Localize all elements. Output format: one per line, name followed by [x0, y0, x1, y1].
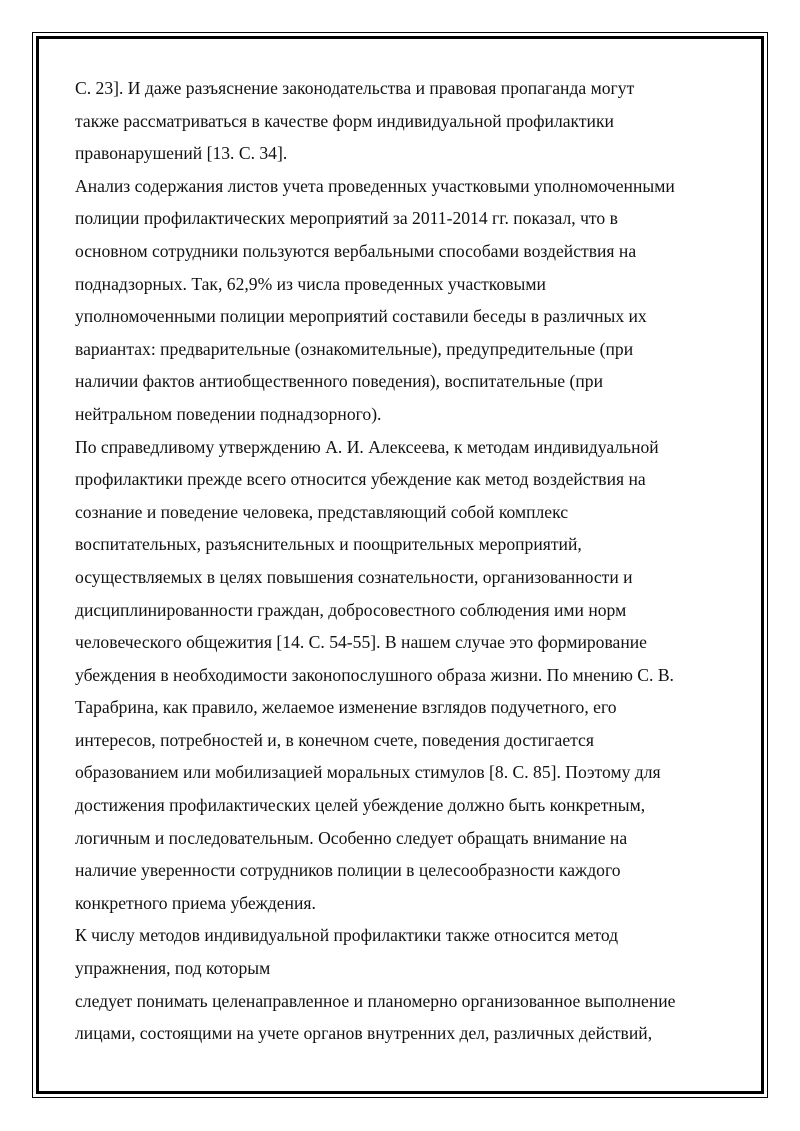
- text-line: воспитательных, разъяснительных и поощрительных мероприятий,: [75, 534, 582, 555]
- text-line: следует понимать целенаправленное и планомерно организованное выполнение: [75, 990, 676, 1011]
- text-line: уполномоченными полиции мероприятий составили беседы в различных их: [75, 306, 647, 327]
- text-line: конкретного приема убеждения.: [75, 892, 316, 913]
- text-line: Тарабрина, как правило, желаемое изменение взглядов подучетного, его: [75, 697, 617, 718]
- text-line: осуществляемых в целях повышения сознательности, организованности и: [75, 566, 633, 587]
- text-line: наличии фактов антиобщественного поведения), воспитательные (при: [75, 371, 604, 392]
- text-line: поднадзорных. Так, 62,9% из числа проведенных участковыми: [75, 273, 546, 294]
- text-line: нейтральном поведении поднадзорного).: [75, 403, 382, 424]
- text-line: достижения профилактических целей убеждение должно быть конкретным,: [75, 795, 646, 816]
- text-line: сознание и поведение человека, представляющий собой комплекс: [75, 501, 569, 522]
- text-line: полиции профилактических мероприятий за 2011-2014 гг. показал, что в: [75, 208, 618, 229]
- text-line: С. 23]. И даже разъяснение законодательства и правовая пропаганда могут: [75, 78, 635, 98]
- document-body: [75, 72, 735, 1050]
- text-line: К числу методов индивидуальной профилактики также относится метод: [75, 925, 619, 946]
- text-line: лицами, состоящими на учете органов внутренних дел, различных действий,: [75, 1023, 653, 1044]
- text-line: образованием или мобилизацией моральных стимулов [8. С. 85]. Поэтому для: [75, 762, 661, 783]
- text-line: убеждения в необходимости законопослушного образа жизни. По мнению С. В.: [75, 664, 674, 685]
- text-line: также рассматриваться в качестве форм индивидуальной профилактики: [75, 110, 614, 131]
- text-line: наличие уверенности сотрудников полиции в целесообразности каждого: [75, 860, 621, 881]
- text-line: Анализ содержания листов учета проведенных участковыми уполномоченными: [75, 175, 675, 196]
- text-line: По справедливому утверждению А. И. Алексеева, к методам индивидуальной: [75, 436, 659, 457]
- text-line: логичным и последовательным. Особенно следует обращать внимание на: [75, 827, 628, 848]
- text-line: профилактики прежде всего относится убеждение как метод воздействия на: [75, 469, 646, 490]
- text-line: человеческого общежития [14. С. 54-55]. В нашем случае это формирование: [75, 632, 647, 653]
- text-line: интересов, потребностей и, в конечном счете, поведения достигается: [75, 729, 594, 750]
- text-line: основном сотрудники пользуются вербальными способами воздействия на: [75, 240, 637, 261]
- text-line: правонарушений [13. С. 34].: [75, 143, 288, 164]
- text-line: дисциплинированности граждан, добросовестного соблюдения ими норм: [75, 599, 627, 620]
- text-line: вариантах: предварительные (ознакомительные), предупредительные (при: [75, 338, 634, 359]
- text-line: упражнения, под которым: [75, 958, 271, 979]
